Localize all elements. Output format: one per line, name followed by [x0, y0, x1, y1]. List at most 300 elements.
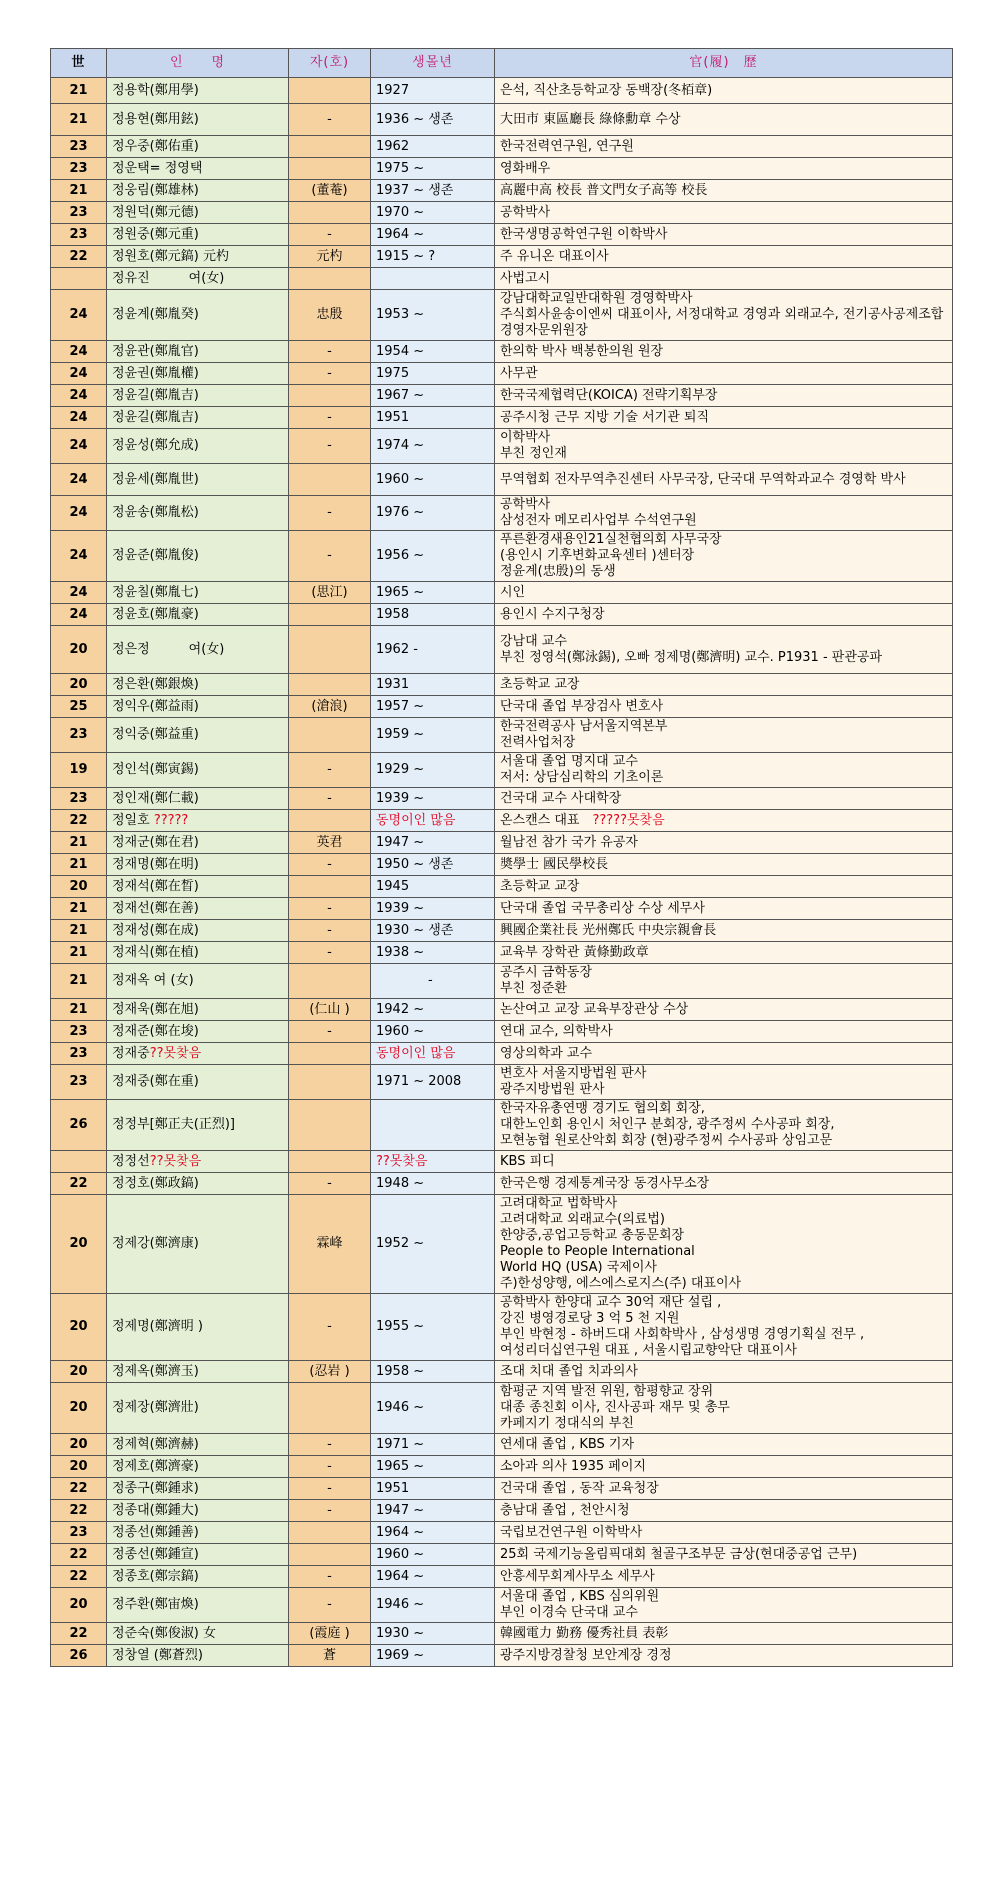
table-row — [51, 832, 953, 854]
name-cell-text: 정익중(鄭益重) — [112, 727, 199, 742]
generation-cell-text: 22 — [69, 1502, 88, 1518]
generation-cell-text: 22 — [69, 1175, 88, 1191]
name-cell — [107, 898, 289, 920]
name-cell-text: 정용현(鄭用鉉) — [112, 111, 199, 127]
generation-cell-text: 24 — [69, 438, 88, 453]
table-row — [51, 1043, 953, 1065]
generation-cell — [51, 1021, 107, 1043]
birth-death-cell — [371, 1544, 495, 1566]
name-cell — [107, 1361, 289, 1383]
name-cell-text: 정재옥 여 (女) — [112, 973, 194, 988]
name-cell — [107, 999, 289, 1021]
career-cell — [495, 582, 953, 604]
pen-name-cell-text: - — [327, 111, 332, 127]
career-cell-text: 초등학교 교장 — [500, 878, 580, 894]
name-cell — [107, 1021, 289, 1043]
career-cell-text: 안흥세무회계사무소 세무사 — [500, 1568, 655, 1584]
name-cell — [107, 964, 289, 999]
table-row — [51, 696, 953, 718]
career-cell-text: 논산여고 교장 교육부장관상 수상 — [500, 1001, 689, 1017]
generation-cell-text: 20 — [69, 641, 88, 657]
career-cell — [495, 718, 953, 753]
name-cell — [107, 363, 289, 385]
generation-cell — [51, 1151, 107, 1173]
career-cell-text: 한국은행 경제통계국장 동경사무소장 — [500, 1175, 710, 1191]
table-row — [51, 1065, 953, 1100]
career-cell-text: 푸른환경새용인21실천협의회 사무국장 (용인시 기후변화교육센터 )센터장 정윤계(忠殷)의 동생 — [500, 532, 722, 579]
generation-cell-text: 20 — [69, 1597, 88, 1612]
name-cell-text: 정제옥(鄭濟玉) — [112, 1363, 199, 1379]
birth-death-cell — [371, 1065, 495, 1100]
name-cell-text: 정재중 — [112, 1045, 150, 1061]
pen-name-cell — [289, 531, 371, 582]
generation-cell-text: 20 — [69, 1458, 88, 1474]
name-cell — [107, 626, 289, 674]
pen-name-cell — [289, 290, 371, 341]
name-cell-text: 정정선 — [112, 1153, 150, 1169]
career-cell-text: 25회 국제기능올림픽대회 철골구조부문 금상(현대중공업 근무) — [500, 1546, 858, 1562]
name-cell-text: 정윤길(鄭胤吉) — [112, 409, 199, 425]
career-cell-text: 공학박사 삼성전자 메모리사업부 수석연구원 — [500, 497, 697, 528]
table-row — [51, 753, 953, 788]
birth-death-cell — [371, 718, 495, 753]
birth-death-cell-text: 1975 ~ — [376, 160, 425, 176]
birth-death-cell — [371, 429, 495, 464]
birth-death-cell-text: 1950 ~ 생존 — [376, 856, 454, 872]
birth-death-cell-text: 1969 ~ — [376, 1647, 425, 1663]
career-cell — [495, 854, 953, 876]
generation-cell-text: 24 — [69, 606, 88, 622]
table-row — [51, 876, 953, 898]
table-row — [51, 104, 953, 136]
generation-cell-text: 22 — [69, 1625, 88, 1641]
name-cell — [107, 1645, 289, 1667]
birth-death-cell-text: 1971 ~ — [376, 1436, 425, 1452]
pen-name-cell-text: - — [327, 1480, 332, 1496]
birth-death-cell-text: 1959 ~ — [376, 727, 425, 742]
pen-name-cell-text: - — [327, 548, 332, 563]
pen-name-cell — [289, 268, 371, 290]
table-row — [51, 1478, 953, 1500]
generation-cell — [51, 1588, 107, 1623]
pen-name-cell — [289, 1544, 371, 1566]
table-row — [51, 224, 953, 246]
generation-cell — [51, 363, 107, 385]
pen-name-cell — [289, 136, 371, 158]
name-cell-text: 정제명(鄭濟明 ) — [112, 1319, 203, 1334]
generation-cell — [51, 1361, 107, 1383]
generation-cell-text: 26 — [69, 1647, 88, 1663]
pen-name-cell — [289, 1195, 371, 1294]
pen-name-cell-text: - — [327, 1436, 332, 1452]
generation-cell-text: 22 — [69, 1568, 88, 1584]
table-row — [51, 464, 953, 496]
pen-name-cell — [289, 942, 371, 964]
career-cell-text: 서울대 졸업 명지대 교수 저서: 상담심리학의 기초이론 — [500, 754, 664, 785]
generation-cell — [51, 268, 107, 290]
birth-death-cell — [371, 788, 495, 810]
birth-death-cell-note: ??못찾음 — [376, 1153, 428, 1169]
name-cell-text: 정윤길(鄭胤吉) — [112, 387, 199, 403]
birth-death-cell-text: 1955 ~ — [376, 1319, 425, 1334]
pen-name-cell-text: - — [327, 762, 332, 777]
name-cell-text: 정재선(鄭在善) — [112, 900, 199, 916]
birth-death-cell — [371, 854, 495, 876]
name-cell — [107, 290, 289, 341]
pen-name-cell-text: (思江) — [311, 584, 348, 600]
career-cell — [495, 920, 953, 942]
generation-cell — [51, 464, 107, 496]
generation-cell — [51, 999, 107, 1021]
generation-cell-text: 19 — [69, 762, 88, 777]
name-cell-text: 정제호(鄭濟豪) — [112, 1458, 199, 1474]
name-cell — [107, 224, 289, 246]
career-cell — [495, 268, 953, 290]
career-cell-text: 함평군 지역 발전 위원, 함평향교 장위 대종 종친회 이사, 진사공파 재무 및 총무 카페지기 정대식의 부친 — [500, 1384, 730, 1431]
generation-cell — [51, 246, 107, 268]
name-cell — [107, 582, 289, 604]
name-cell — [107, 942, 289, 964]
name-cell-text: 정종선(鄭鍾善) — [112, 1524, 199, 1540]
career-cell-text: 무역협회 전자무역추진센터 사무국장, 단국대 무역학과교수 경영학 박사 — [500, 471, 906, 487]
career-cell — [495, 1456, 953, 1478]
career-cell — [495, 78, 953, 104]
name-cell — [107, 1588, 289, 1623]
header-career: 官(履) 歷 — [495, 49, 953, 78]
birth-death-cell-text: 1947 ~ — [376, 1502, 425, 1518]
name-cell-text: 정윤준(鄭胤俊) — [112, 548, 199, 563]
career-cell-text: 용인시 수지구청장 — [500, 606, 605, 622]
birth-death-cell — [371, 1043, 495, 1065]
name-cell — [107, 1100, 289, 1151]
generation-cell-text: 21 — [69, 944, 88, 960]
birth-death-cell — [371, 696, 495, 718]
career-cell-text: 국립보건연구원 이학박사 — [500, 1524, 643, 1540]
career-cell-text: 영화배우 — [500, 160, 551, 176]
generation-cell — [51, 1065, 107, 1100]
name-cell — [107, 1478, 289, 1500]
table-row — [51, 363, 953, 385]
pen-name-cell-text: - — [327, 409, 332, 425]
birth-death-cell-text: 1965 ~ — [376, 584, 425, 600]
generation-cell-text: 21 — [69, 922, 88, 938]
pen-name-cell — [289, 718, 371, 753]
pen-name-cell — [289, 1522, 371, 1544]
pen-name-cell-text: 英君 — [316, 834, 343, 850]
career-cell-text: 초등학교 교장 — [500, 676, 580, 692]
birth-death-cell-text: 1951 — [376, 409, 410, 425]
table-row — [51, 1173, 953, 1195]
birth-death-cell-text: 1931 — [376, 676, 410, 692]
pen-name-cell-text: - — [327, 1319, 332, 1334]
table-row — [51, 626, 953, 674]
name-cell — [107, 246, 289, 268]
generation-cell — [51, 1478, 107, 1500]
name-cell-text: 정창열 (鄭蒼烈) — [112, 1647, 203, 1663]
name-cell — [107, 788, 289, 810]
career-cell-text: 충남대 졸업 , 천안시청 — [500, 1502, 630, 1518]
generation-cell — [51, 224, 107, 246]
pen-name-cell-text: (霞庭 ) — [309, 1625, 350, 1641]
birth-death-cell — [371, 604, 495, 626]
table-row — [51, 604, 953, 626]
career-cell-text: 고려대학교 법학박사 고려대학교 외래교수(의료법) 한양중,공업고등학교 총동문회장 People to People International World HQ (USA) 국제이사 주)한성양행, 에스에스로지스(주) 대표이사 — [500, 1196, 742, 1291]
birth-death-cell-text: 1957 ~ — [376, 698, 425, 714]
name-cell-text: 정은정 여(女) — [112, 641, 225, 657]
generation-cell-text: 21 — [69, 111, 88, 127]
name-cell-text: 정원호(鄭元鎬) 元杓 — [112, 248, 229, 264]
birth-death-cell — [371, 964, 495, 999]
pen-name-cell — [289, 1021, 371, 1043]
name-cell — [107, 674, 289, 696]
name-cell — [107, 385, 289, 407]
birth-death-cell-text: 1927 — [376, 82, 410, 98]
generation-cell — [51, 753, 107, 788]
career-cell — [495, 1588, 953, 1623]
table-row — [51, 854, 953, 876]
career-cell — [495, 810, 953, 832]
career-cell-text: 주 유니온 대표이사 — [500, 248, 609, 264]
table-row — [51, 290, 953, 341]
birth-death-cell — [371, 832, 495, 854]
career-cell — [495, 407, 953, 429]
career-cell-text: 한국자유총연맹 경기도 협의회 회장, 대한노인회 용인시 처인구 분회장, 광주정씨 수사공파 회장, 모현농협 원로산악회 회장 (현)광주정씨 수사공파 상임고문 — [500, 1101, 835, 1148]
table-row — [51, 582, 953, 604]
name-cell-text: 정원덕(鄭元德) — [112, 204, 199, 220]
generation-cell-text: 24 — [69, 343, 88, 359]
name-cell — [107, 268, 289, 290]
table-row — [51, 1500, 953, 1522]
pen-name-cell-text: 元杓 — [316, 248, 343, 264]
career-cell — [495, 964, 953, 999]
table-row — [51, 1522, 953, 1544]
table-row — [51, 429, 953, 464]
name-cell — [107, 810, 289, 832]
pen-name-cell — [289, 1173, 371, 1195]
table-row — [51, 407, 953, 429]
name-cell — [107, 920, 289, 942]
birth-death-cell-text: 1947 ~ — [376, 834, 425, 850]
generation-cell-text: 24 — [69, 307, 88, 322]
name-cell-text: 정재석(鄭在晳) — [112, 878, 199, 894]
birth-death-cell — [371, 268, 495, 290]
career-cell — [495, 1566, 953, 1588]
birth-death-cell-text: 1970 ~ — [376, 204, 425, 220]
name-cell-text: 정인석(鄭寅錫) — [112, 762, 199, 777]
birth-death-cell-text: 1962 — [376, 138, 410, 154]
name-cell-text: 정재중(鄭在重) — [112, 1074, 199, 1089]
career-cell — [495, 1065, 953, 1100]
pen-name-cell-text: - — [327, 1023, 332, 1039]
generation-cell — [51, 341, 107, 363]
name-cell-text: 정정부[鄭正夫(正烈)] — [112, 1117, 235, 1132]
birth-death-cell — [371, 1361, 495, 1383]
generation-cell — [51, 531, 107, 582]
name-cell — [107, 180, 289, 202]
generation-cell — [51, 104, 107, 136]
table-row — [51, 1456, 953, 1478]
birth-death-cell — [371, 385, 495, 407]
birth-death-cell — [371, 1456, 495, 1478]
generation-cell — [51, 920, 107, 942]
career-cell — [495, 1500, 953, 1522]
career-cell — [495, 1623, 953, 1645]
table-row — [51, 1383, 953, 1434]
career-cell — [495, 363, 953, 385]
name-cell — [107, 1065, 289, 1100]
pen-name-cell-text: - — [327, 1568, 332, 1584]
generation-cell — [51, 1623, 107, 1645]
birth-death-cell-text: 1975 — [376, 365, 410, 381]
table-row — [51, 788, 953, 810]
career-cell — [495, 1100, 953, 1151]
name-cell-text: 정우중(鄭佑重) — [112, 138, 199, 154]
name-cell — [107, 1623, 289, 1645]
name-cell — [107, 429, 289, 464]
generation-cell-text: 21 — [69, 900, 88, 916]
name-cell — [107, 1383, 289, 1434]
generation-cell — [51, 1645, 107, 1667]
name-cell-text: 정윤송(鄭胤松) — [112, 505, 199, 520]
birth-death-cell-text: 1930 ~ 생존 — [376, 922, 454, 938]
generation-cell-text: 20 — [69, 676, 88, 692]
genealogy-table — [50, 48, 953, 1667]
career-cell-text: 변호사 서울지방법원 판사 광주지방법원 판사 — [500, 1066, 647, 1097]
career-cell-text: 교육부 장학관 黃條勤政章 — [500, 944, 649, 960]
pen-name-cell — [289, 674, 371, 696]
name-cell-note: ??못찾음 — [149, 1045, 202, 1061]
pen-name-cell — [289, 363, 371, 385]
pen-name-cell — [289, 876, 371, 898]
generation-cell — [51, 898, 107, 920]
career-cell — [495, 531, 953, 582]
name-cell — [107, 1456, 289, 1478]
career-cell — [495, 696, 953, 718]
pen-name-cell — [289, 224, 371, 246]
pen-name-cell — [289, 180, 371, 202]
header-birth-death: 생몰년 — [371, 49, 495, 78]
birth-death-cell-text: 1937 ~ 생존 — [376, 182, 454, 198]
generation-cell-text: 21 — [69, 182, 88, 198]
name-cell — [107, 464, 289, 496]
career-cell — [495, 1361, 953, 1383]
career-cell — [495, 496, 953, 531]
generation-cell — [51, 136, 107, 158]
career-cell-text: 高麗中高 校長 普文門女子高等 校長 — [500, 182, 708, 198]
birth-death-cell-text: 1960 ~ — [376, 1546, 425, 1562]
table-row — [51, 810, 953, 832]
pen-name-cell-text: - — [327, 1458, 332, 1474]
pen-name-cell-text: - — [327, 900, 332, 916]
career-cell — [495, 1173, 953, 1195]
name-cell — [107, 202, 289, 224]
birth-death-cell — [371, 753, 495, 788]
generation-cell — [51, 696, 107, 718]
career-cell-note: ?????못찾음 — [592, 812, 665, 828]
name-cell — [107, 696, 289, 718]
pen-name-cell — [289, 898, 371, 920]
birth-death-cell — [371, 464, 495, 496]
birth-death-cell-text: 1956 ~ — [376, 548, 425, 563]
career-cell-text: 건국대 졸업 , 동작 교육청장 — [500, 1480, 659, 1496]
name-cell-text: 정윤계(鄭胤癸) — [112, 307, 199, 322]
generation-cell — [51, 1383, 107, 1434]
generation-cell — [51, 788, 107, 810]
pen-name-cell — [289, 1456, 371, 1478]
career-cell-text: 韓國電力 勤務 優秀社員 表彰 — [500, 1625, 669, 1641]
generation-cell-text: 26 — [69, 1117, 88, 1132]
birth-death-cell — [371, 224, 495, 246]
career-cell — [495, 104, 953, 136]
career-cell — [495, 1478, 953, 1500]
career-cell — [495, 290, 953, 341]
birth-death-cell — [371, 876, 495, 898]
pen-name-cell — [289, 1434, 371, 1456]
career-cell — [495, 626, 953, 674]
name-cell — [107, 531, 289, 582]
birth-death-cell — [371, 920, 495, 942]
birth-death-cell — [371, 626, 495, 674]
name-cell — [107, 604, 289, 626]
generation-cell-text: 21 — [69, 82, 88, 98]
birth-death-cell — [371, 674, 495, 696]
career-cell-text: 興國企業社長 光州鄭氏 中央宗親會長 — [500, 922, 717, 938]
pen-name-cell-text: - — [327, 226, 332, 242]
table-row — [51, 1645, 953, 1667]
career-cell — [495, 788, 953, 810]
name-cell-text: 정인재(鄭仁載) — [112, 790, 199, 806]
pen-name-cell — [289, 832, 371, 854]
career-cell-text: 奬學士 國民學校長 — [500, 856, 609, 872]
pen-name-cell — [289, 1623, 371, 1645]
name-cell-text: 정윤세(鄭胤世) — [112, 471, 199, 487]
career-cell — [495, 341, 953, 363]
generation-cell — [51, 1522, 107, 1544]
generation-cell — [51, 604, 107, 626]
pen-name-cell-text: - — [327, 505, 332, 520]
name-cell — [107, 854, 289, 876]
pen-name-cell — [289, 1500, 371, 1522]
career-cell — [495, 1522, 953, 1544]
generation-cell-text: 22 — [69, 1546, 88, 1562]
generation-cell — [51, 1500, 107, 1522]
name-cell-text: 정제장(鄭濟壯) — [112, 1400, 199, 1415]
name-cell-text: 정재성(鄭在成) — [112, 922, 199, 938]
birth-death-cell-text: 1965 ~ — [376, 1458, 425, 1474]
career-cell-text: 이학박사 부친 정인재 — [500, 430, 567, 461]
birth-death-cell — [371, 1522, 495, 1544]
name-cell-text: 정제혁(鄭濟赫) — [112, 1436, 199, 1452]
generation-cell-text: 25 — [69, 698, 88, 714]
career-cell — [495, 1434, 953, 1456]
career-cell-text: 강남대 교수 부친 정영석(鄭泳錫), 오빠 정제명(鄭濟明) 교수. P1931 - 판관공파 — [500, 633, 883, 665]
career-cell — [495, 753, 953, 788]
generation-cell-text: 23 — [69, 226, 88, 242]
table-row — [51, 496, 953, 531]
birth-death-cell — [371, 1195, 495, 1294]
pen-name-cell — [289, 429, 371, 464]
generation-cell-text: 24 — [69, 471, 88, 487]
birth-death-cell — [371, 246, 495, 268]
pen-name-cell — [289, 202, 371, 224]
pen-name-cell — [289, 788, 371, 810]
career-cell — [495, 158, 953, 180]
birth-death-cell — [371, 1021, 495, 1043]
pen-name-cell — [289, 385, 371, 407]
table-row — [51, 341, 953, 363]
career-cell-text: 소아과 의사 1935 페이지 — [500, 1458, 646, 1474]
pen-name-cell-text: - — [327, 922, 332, 938]
